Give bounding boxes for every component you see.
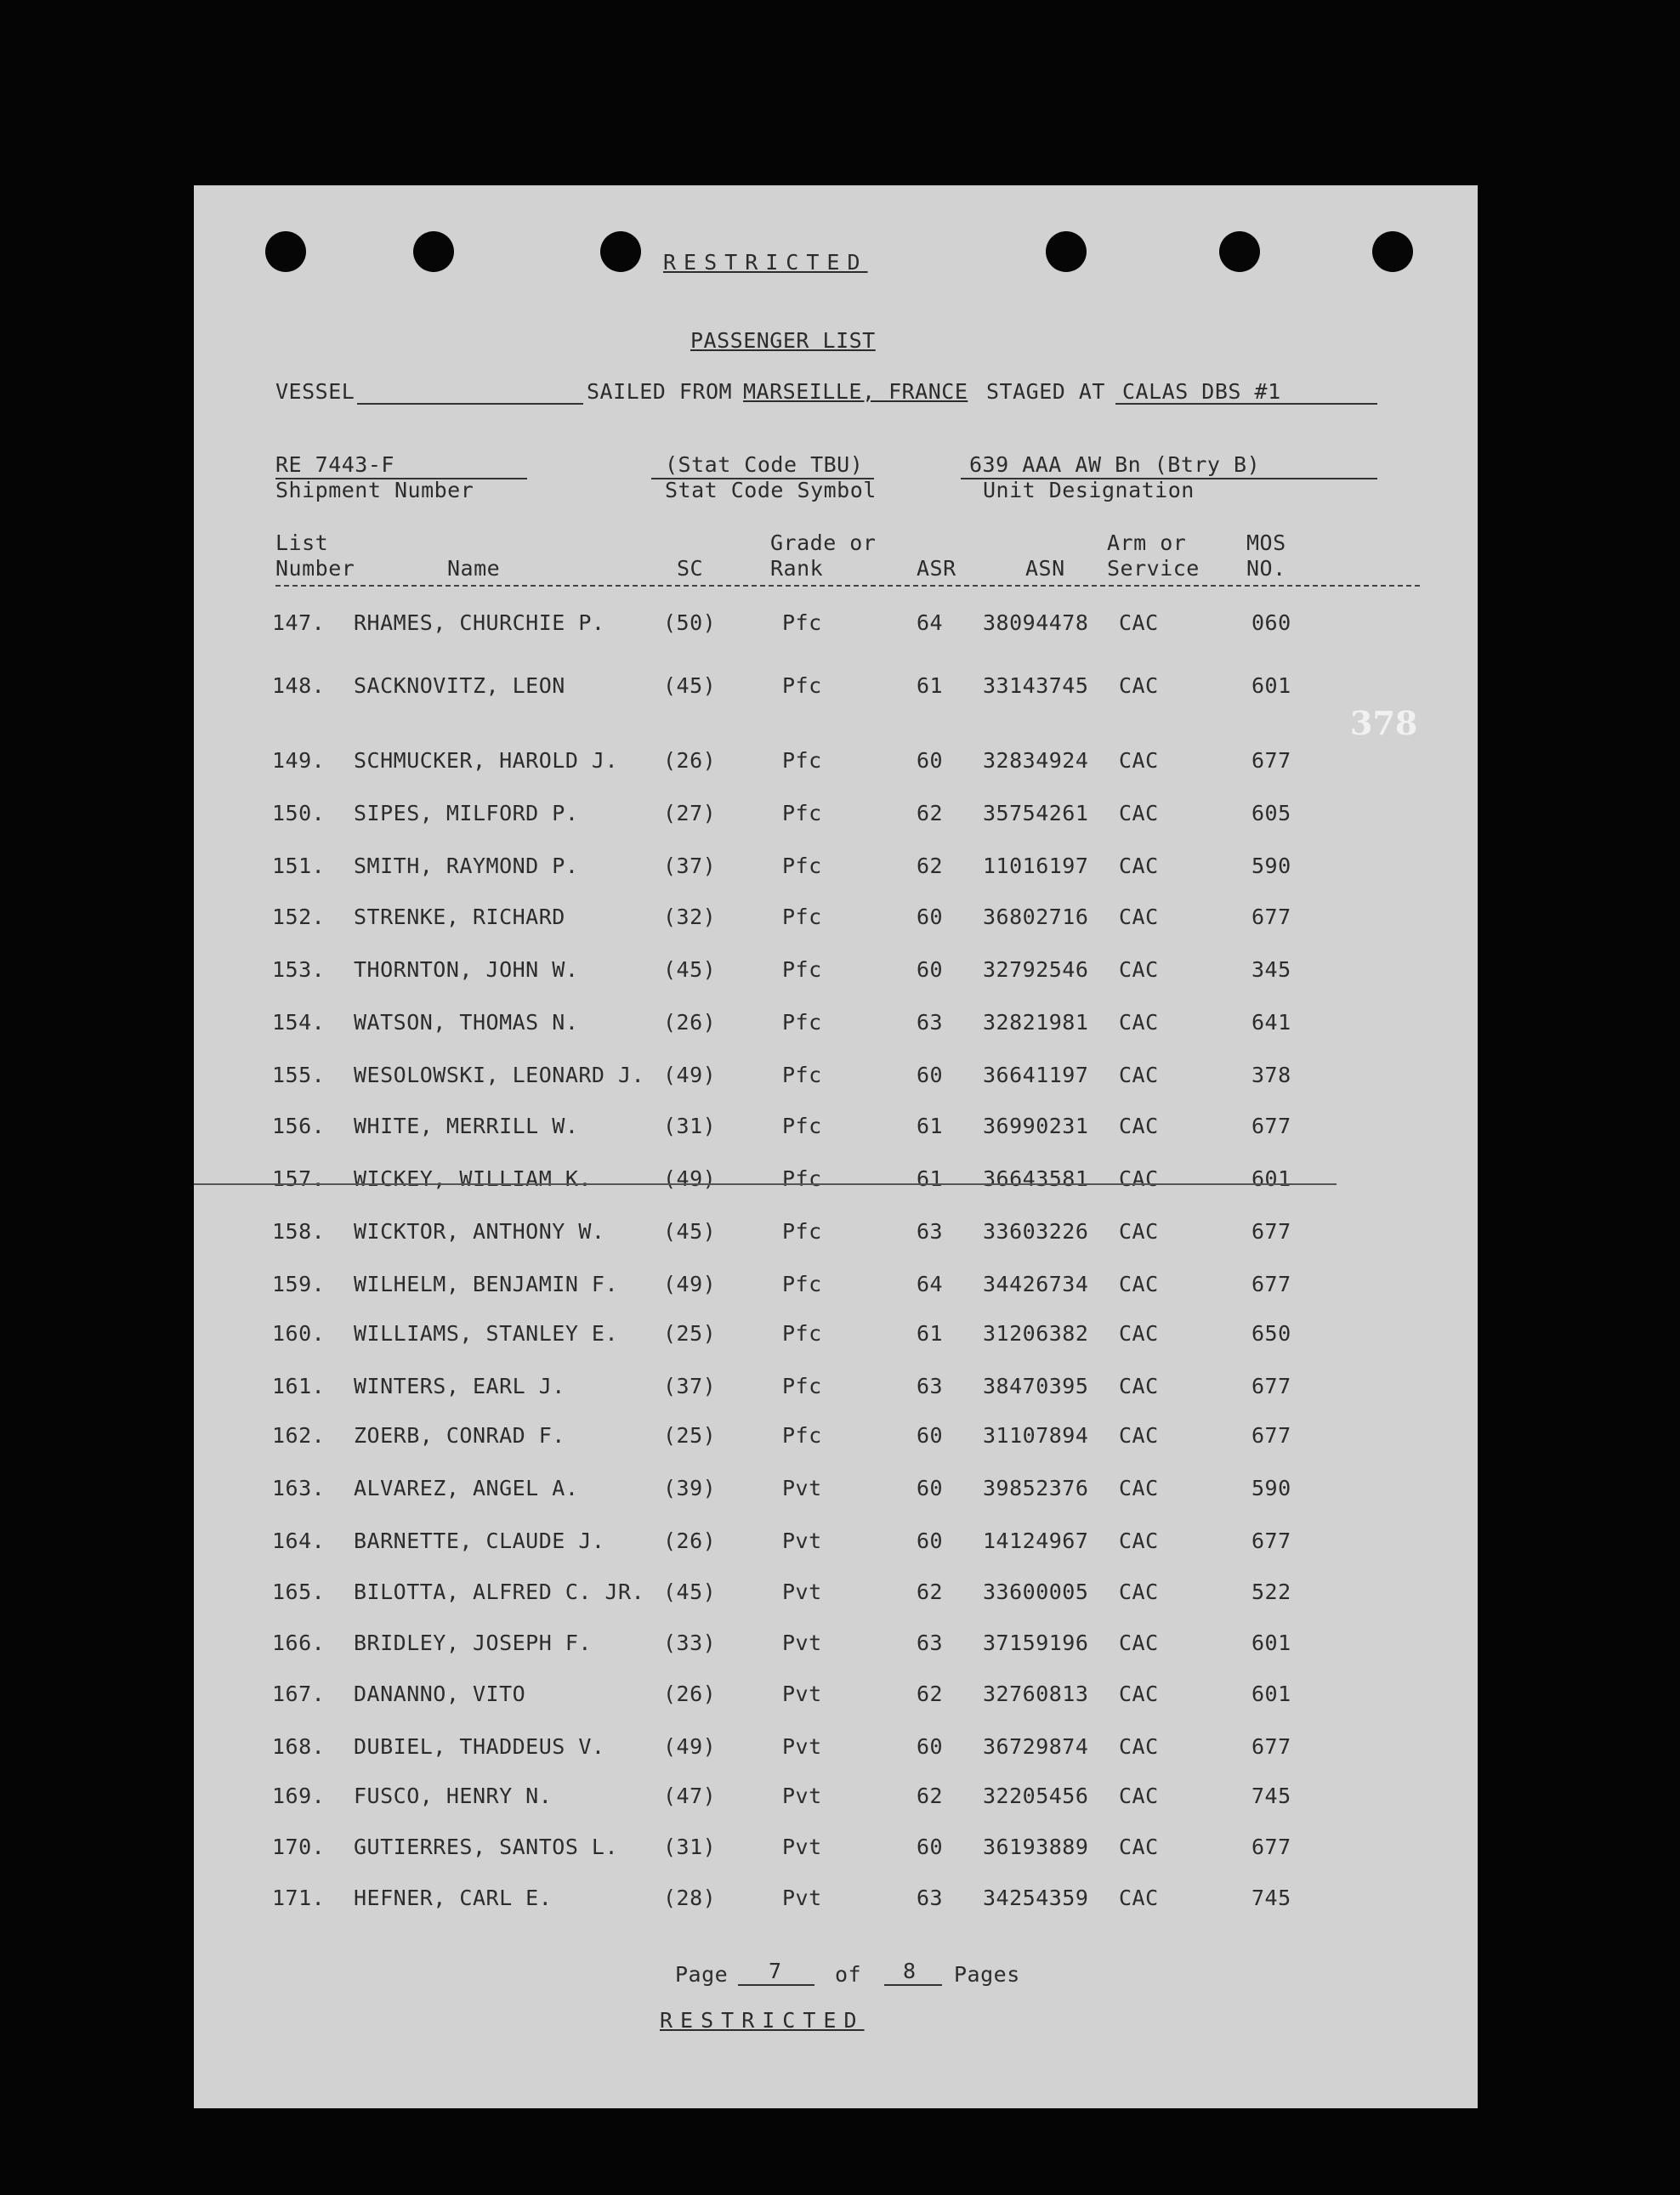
row-asr: 61 — [917, 1166, 944, 1191]
row-sc: (50) — [663, 610, 717, 635]
header-list-number-line-1: List — [275, 530, 329, 555]
header-mos-line-2: NO. — [1246, 556, 1286, 581]
row-arm-or-service: CAC — [1119, 1476, 1159, 1500]
row-mos: 601 — [1251, 1166, 1291, 1191]
table-row — [194, 1784, 1478, 1818]
table-row — [194, 1631, 1478, 1665]
row-rank: Pfc — [782, 748, 822, 773]
row-asr: 62 — [917, 801, 944, 825]
row-mos: 677 — [1251, 905, 1291, 929]
row-list-number: 149. — [272, 748, 326, 773]
row-asn: 34254359 — [983, 1886, 1089, 1910]
row-arm-or-service: CAC — [1119, 1219, 1159, 1244]
row-asn: 11016197 — [983, 854, 1089, 878]
row-list-number: 156. — [272, 1114, 326, 1138]
row-asn: 34426734 — [983, 1272, 1089, 1296]
row-asr: 62 — [917, 854, 944, 878]
row-mos: 745 — [1251, 1784, 1291, 1808]
row-list-number: 162. — [272, 1423, 326, 1448]
row-asr: 60 — [917, 1063, 944, 1087]
row-arm-or-service: CAC — [1119, 1166, 1159, 1191]
row-arm-or-service: CAC — [1119, 1321, 1159, 1346]
row-mos: 677 — [1251, 1423, 1291, 1448]
row-asr: 62 — [917, 1682, 944, 1706]
row-mos: 601 — [1251, 1631, 1291, 1655]
table-row — [194, 1219, 1478, 1253]
row-name: RHAMES, CHURCHIE P. — [354, 610, 605, 635]
row-name: WINTERS, EARL J. — [354, 1374, 565, 1398]
row-name: WILLIAMS, STANLEY E. — [354, 1321, 619, 1346]
row-list-number: 157. — [272, 1166, 326, 1191]
row-name: HEFNER, CARL E. — [354, 1886, 553, 1910]
header-grade-line-1: Grade or — [770, 530, 877, 555]
table-row — [194, 905, 1478, 939]
row-mos: 060 — [1251, 610, 1291, 635]
row-arm-or-service: CAC — [1119, 1580, 1159, 1604]
row-rank: Pvt — [782, 1631, 822, 1655]
row-asn: 36729874 — [983, 1734, 1089, 1759]
row-asn: 32792546 — [983, 957, 1089, 982]
row-name: ALVAREZ, ANGEL A. — [354, 1476, 579, 1500]
row-rank: Pvt — [782, 1682, 822, 1706]
sailed-from-value: MARSEILLE, FRANCE — [743, 379, 968, 404]
row-name: GUTIERRES, SANTOS L. — [354, 1835, 619, 1859]
row-name: WESOLOWSKI, LEONARD J. — [354, 1063, 645, 1087]
row-arm-or-service: CAC — [1119, 1423, 1159, 1448]
row-name: FUSCO, HENRY N. — [354, 1784, 553, 1808]
row-asn: 35754261 — [983, 801, 1089, 825]
row-arm-or-service: CAC — [1119, 1784, 1159, 1808]
row-rank: Pfc — [782, 1219, 822, 1244]
row-mos: 601 — [1251, 673, 1291, 698]
row-strike-line — [194, 1183, 1337, 1185]
row-rank: Pfc — [782, 1374, 822, 1398]
row-name: SMITH, RAYMOND P. — [354, 854, 579, 878]
stat-code: (Stat Code TBU) — [665, 452, 864, 477]
row-rank: Pvt — [782, 1580, 822, 1604]
row-sc: (26) — [663, 1529, 717, 1553]
pages-label: Pages — [954, 1962, 1020, 1987]
row-asr: 63 — [917, 1010, 944, 1035]
vessel-label: VESSEL — [275, 379, 355, 404]
row-mos: 605 — [1251, 801, 1291, 825]
row-rank: Pfc — [782, 1321, 822, 1346]
row-sc: (49) — [663, 1734, 717, 1759]
row-rank: Pfc — [782, 673, 822, 698]
header-divider — [275, 585, 1420, 587]
row-asr: 61 — [917, 673, 944, 698]
row-asn: 36643581 — [983, 1166, 1089, 1191]
row-name: WILHELM, BENJAMIN F. — [354, 1272, 619, 1296]
row-name: WICKTOR, ANTHONY W. — [354, 1219, 605, 1244]
row-arm-or-service: CAC — [1119, 854, 1159, 878]
row-rank: Pvt — [782, 1476, 822, 1500]
row-name: BARNETTE, CLAUDE J. — [354, 1529, 605, 1553]
row-sc: (31) — [663, 1835, 717, 1859]
row-mos: 677 — [1251, 1529, 1291, 1553]
row-arm-or-service: CAC — [1119, 610, 1159, 635]
table-row — [194, 1476, 1478, 1510]
row-sc: (26) — [663, 1682, 717, 1706]
row-rank: Pfc — [782, 1114, 822, 1138]
row-list-number: 167. — [272, 1682, 326, 1706]
row-rank: Pfc — [782, 1063, 822, 1087]
row-arm-or-service: CAC — [1119, 905, 1159, 929]
row-sc: (32) — [663, 905, 717, 929]
row-asn: 32205456 — [983, 1784, 1089, 1808]
document-title: PASSENGER LIST — [690, 328, 876, 353]
row-arm-or-service: CAC — [1119, 673, 1159, 698]
row-rank: Pvt — [782, 1886, 822, 1910]
row-name: SACKNOVITZ, LEON — [354, 673, 565, 698]
row-name: DUBIEL, THADDEUS V. — [354, 1734, 605, 1759]
row-arm-or-service: CAC — [1119, 1886, 1159, 1910]
row-list-number: 163. — [272, 1476, 326, 1500]
row-list-number: 154. — [272, 1010, 326, 1035]
row-name: WATSON, THOMAS N. — [354, 1010, 579, 1035]
row-arm-or-service: CAC — [1119, 1682, 1159, 1706]
passenger-list-page — [194, 185, 1478, 2108]
row-arm-or-service: CAC — [1119, 1374, 1159, 1398]
row-name: DANANNO, VITO — [354, 1682, 526, 1706]
punch-hole — [265, 231, 306, 272]
row-mos: 590 — [1251, 1476, 1291, 1500]
row-mos: 677 — [1251, 1219, 1291, 1244]
row-list-number: 148. — [272, 673, 326, 698]
row-arm-or-service: CAC — [1119, 1063, 1159, 1087]
row-asn: 38470395 — [983, 1374, 1089, 1398]
unit-designation: 639 AAA AW Bn (Btry B) — [969, 452, 1261, 477]
row-mos: 522 — [1251, 1580, 1291, 1604]
punch-hole — [600, 231, 641, 272]
table-row — [194, 1321, 1478, 1355]
row-rank: Pfc — [782, 1272, 822, 1296]
row-mos: 677 — [1251, 1374, 1291, 1398]
row-arm-or-service: CAC — [1119, 1529, 1159, 1553]
row-name: STRENKE, RICHARD — [354, 905, 565, 929]
row-mos: 650 — [1251, 1321, 1291, 1346]
row-asn: 36193889 — [983, 1835, 1089, 1859]
table-row — [194, 1835, 1478, 1869]
header-grade — [770, 530, 876, 581]
header-name: Name — [447, 556, 501, 581]
row-rank: Pfc — [782, 801, 822, 825]
row-name: ZOERB, CONRAD F. — [354, 1423, 565, 1448]
header-arm-line-1: Arm or — [1107, 530, 1187, 555]
row-asr: 60 — [917, 1423, 944, 1448]
vessel-field — [357, 403, 583, 405]
row-asn: 33143745 — [983, 673, 1089, 698]
row-asr: 62 — [917, 1784, 944, 1808]
row-asn: 32821981 — [983, 1010, 1089, 1035]
row-arm-or-service: CAC — [1119, 1835, 1159, 1859]
row-rank: Pvt — [782, 1835, 822, 1859]
row-asr: 60 — [917, 1476, 944, 1500]
row-list-number: 165. — [272, 1580, 326, 1604]
table-row — [194, 1114, 1478, 1148]
punch-hole — [1372, 231, 1413, 272]
table-row — [194, 854, 1478, 888]
shipment-number-label: Shipment Number — [275, 478, 474, 502]
row-list-number: 150. — [272, 801, 326, 825]
restricted-header: RESTRICTED — [663, 250, 868, 275]
row-asn: 32834924 — [983, 748, 1089, 773]
header-list-number — [275, 530, 355, 581]
sailed-from-label: SAILED FROM — [587, 379, 733, 404]
row-asn: 14124967 — [983, 1529, 1089, 1553]
row-sc: (49) — [663, 1272, 717, 1296]
row-rank: Pfc — [782, 1166, 822, 1191]
table-row — [194, 748, 1478, 782]
row-sc: (47) — [663, 1784, 717, 1808]
row-sc: (45) — [663, 1580, 717, 1604]
row-rank: Pfc — [782, 610, 822, 635]
row-sc: (49) — [663, 1063, 717, 1087]
row-sc: (45) — [663, 957, 717, 982]
row-rank: Pvt — [782, 1734, 822, 1759]
row-list-number: 147. — [272, 610, 326, 635]
row-asn: 33600005 — [983, 1580, 1089, 1604]
stat-code-label: Stat Code Symbol — [665, 478, 877, 502]
staged-at-field — [1115, 403, 1377, 405]
row-asr: 60 — [917, 1734, 944, 1759]
table-row — [194, 1529, 1478, 1563]
row-asr: 60 — [917, 905, 944, 929]
row-asr: 60 — [917, 748, 944, 773]
page-stamp-number: 378 — [1350, 704, 1418, 742]
row-sc: (39) — [663, 1476, 717, 1500]
row-sc: (25) — [663, 1423, 717, 1448]
row-arm-or-service: CAC — [1119, 1010, 1159, 1035]
row-asn: 31206382 — [983, 1321, 1089, 1346]
row-list-number: 160. — [272, 1321, 326, 1346]
row-mos: 677 — [1251, 1835, 1291, 1859]
row-list-number: 159. — [272, 1272, 326, 1296]
row-mos: 677 — [1251, 1114, 1291, 1138]
row-name: SCHMUCKER, HAROLD J. — [354, 748, 619, 773]
row-list-number: 158. — [272, 1219, 326, 1244]
row-list-number: 161. — [272, 1374, 326, 1398]
row-arm-or-service: CAC — [1119, 1631, 1159, 1655]
row-asr: 64 — [917, 1272, 944, 1296]
row-mos: 345 — [1251, 957, 1291, 982]
shipment-number: RE 7443-F — [275, 452, 394, 477]
row-sc: (26) — [663, 748, 717, 773]
row-asr: 60 — [917, 1835, 944, 1859]
table-row — [194, 1063, 1478, 1097]
row-arm-or-service: CAC — [1119, 957, 1159, 982]
row-arm-or-service: CAC — [1119, 1734, 1159, 1759]
row-asr: 62 — [917, 1580, 944, 1604]
table-row — [194, 673, 1478, 707]
table-row — [194, 1580, 1478, 1614]
punch-hole — [413, 231, 454, 272]
row-asn: 33603226 — [983, 1219, 1089, 1244]
row-name: WICKEY, WILLIAM K. — [354, 1166, 592, 1191]
row-rank: Pvt — [782, 1529, 822, 1553]
table-row — [194, 1272, 1478, 1306]
total-pages-field — [884, 1984, 942, 1986]
header-grade-line-2: Rank — [770, 556, 824, 581]
row-name: WHITE, MERRILL W. — [354, 1114, 579, 1138]
row-list-number: 170. — [272, 1835, 326, 1859]
row-sc: (49) — [663, 1166, 717, 1191]
header-mos — [1246, 530, 1286, 581]
table-row — [194, 801, 1478, 835]
row-sc: (28) — [663, 1886, 717, 1910]
row-asr: 63 — [917, 1886, 944, 1910]
row-sc: (31) — [663, 1114, 717, 1138]
row-name: BRIDLEY, JOSEPH F. — [354, 1631, 592, 1655]
row-asn: 38094478 — [983, 610, 1089, 635]
restricted-footer: RESTRICTED — [660, 2008, 865, 2033]
unit-designation-label: Unit Designation — [983, 478, 1195, 502]
header-list-number-line-2: Number — [275, 556, 355, 581]
row-list-number: 164. — [272, 1529, 326, 1553]
row-asn: 31107894 — [983, 1423, 1089, 1448]
table-row — [194, 1010, 1478, 1044]
staged-at-label: STAGED AT — [986, 379, 1105, 404]
row-mos: 378 — [1251, 1063, 1291, 1087]
row-list-number: 152. — [272, 905, 326, 929]
row-rank: Pfc — [782, 1010, 822, 1035]
row-asr: 61 — [917, 1114, 944, 1138]
row-list-number: 166. — [272, 1631, 326, 1655]
row-mos: 745 — [1251, 1886, 1291, 1910]
row-asn: 36641197 — [983, 1063, 1089, 1087]
row-list-number: 171. — [272, 1886, 326, 1910]
header-sc: SC — [677, 556, 704, 581]
row-sc: (37) — [663, 1374, 717, 1398]
table-row — [194, 1734, 1478, 1768]
row-asn: 36802716 — [983, 905, 1089, 929]
row-asn: 39852376 — [983, 1476, 1089, 1500]
row-asr: 63 — [917, 1631, 944, 1655]
row-asr: 63 — [917, 1219, 944, 1244]
row-mos: 601 — [1251, 1682, 1291, 1706]
row-rank: Pfc — [782, 905, 822, 929]
row-asr: 60 — [917, 957, 944, 982]
row-list-number: 169. — [272, 1784, 326, 1808]
table-row — [194, 1886, 1478, 1920]
row-list-number: 151. — [272, 854, 326, 878]
of-label: of — [835, 1962, 862, 1987]
row-name: THORNTON, JOHN W. — [354, 957, 579, 982]
row-mos: 677 — [1251, 1734, 1291, 1759]
table-row — [194, 1423, 1478, 1457]
row-rank: Pfc — [782, 957, 822, 982]
row-sc: (26) — [663, 1010, 717, 1035]
page-number-field — [738, 1984, 814, 1986]
header-asn: ASN — [1025, 556, 1065, 581]
row-asn: 32760813 — [983, 1682, 1089, 1706]
row-mos: 590 — [1251, 854, 1291, 878]
header-asr: ASR — [917, 556, 956, 581]
staged-at-value: CALAS DBS #1 — [1122, 379, 1281, 404]
row-rank: Pvt — [782, 1784, 822, 1808]
row-sc: (45) — [663, 673, 717, 698]
row-asr: 64 — [917, 610, 944, 635]
row-mos: 677 — [1251, 1272, 1291, 1296]
row-rank: Pfc — [782, 854, 822, 878]
header-mos-line-1: MOS — [1246, 530, 1286, 555]
page-number: 7 — [769, 1959, 782, 1983]
row-asr: 61 — [917, 1321, 944, 1346]
punch-hole — [1046, 231, 1087, 272]
row-rank: Pfc — [782, 1423, 822, 1448]
row-arm-or-service: CAC — [1119, 1114, 1159, 1138]
row-list-number: 168. — [272, 1734, 326, 1759]
row-list-number: 155. — [272, 1063, 326, 1087]
table-row — [194, 1374, 1478, 1408]
row-sc: (37) — [663, 854, 717, 878]
row-sc: (33) — [663, 1631, 717, 1655]
total-pages: 8 — [903, 1959, 917, 1983]
table-row — [194, 957, 1478, 991]
row-arm-or-service: CAC — [1119, 801, 1159, 825]
row-name: SIPES, MILFORD P. — [354, 801, 579, 825]
header-arm-or-service — [1107, 530, 1200, 581]
row-arm-or-service: CAC — [1119, 1272, 1159, 1296]
row-asn: 37159196 — [983, 1631, 1089, 1655]
page-label: Page — [675, 1962, 729, 1987]
row-mos: 641 — [1251, 1010, 1291, 1035]
row-sc: (45) — [663, 1219, 717, 1244]
row-mos: 677 — [1251, 748, 1291, 773]
row-list-number: 153. — [272, 957, 326, 982]
row-asr: 63 — [917, 1374, 944, 1398]
row-asr: 60 — [917, 1529, 944, 1553]
row-sc: (27) — [663, 801, 717, 825]
table-row — [194, 1682, 1478, 1716]
row-name: BILOTTA, ALFRED C. JR. — [354, 1580, 645, 1604]
punch-hole — [1219, 231, 1260, 272]
row-sc: (25) — [663, 1321, 717, 1346]
row-asn: 36990231 — [983, 1114, 1089, 1138]
header-arm-line-2: Service — [1107, 556, 1200, 581]
row-arm-or-service: CAC — [1119, 748, 1159, 773]
table-row — [194, 610, 1478, 644]
